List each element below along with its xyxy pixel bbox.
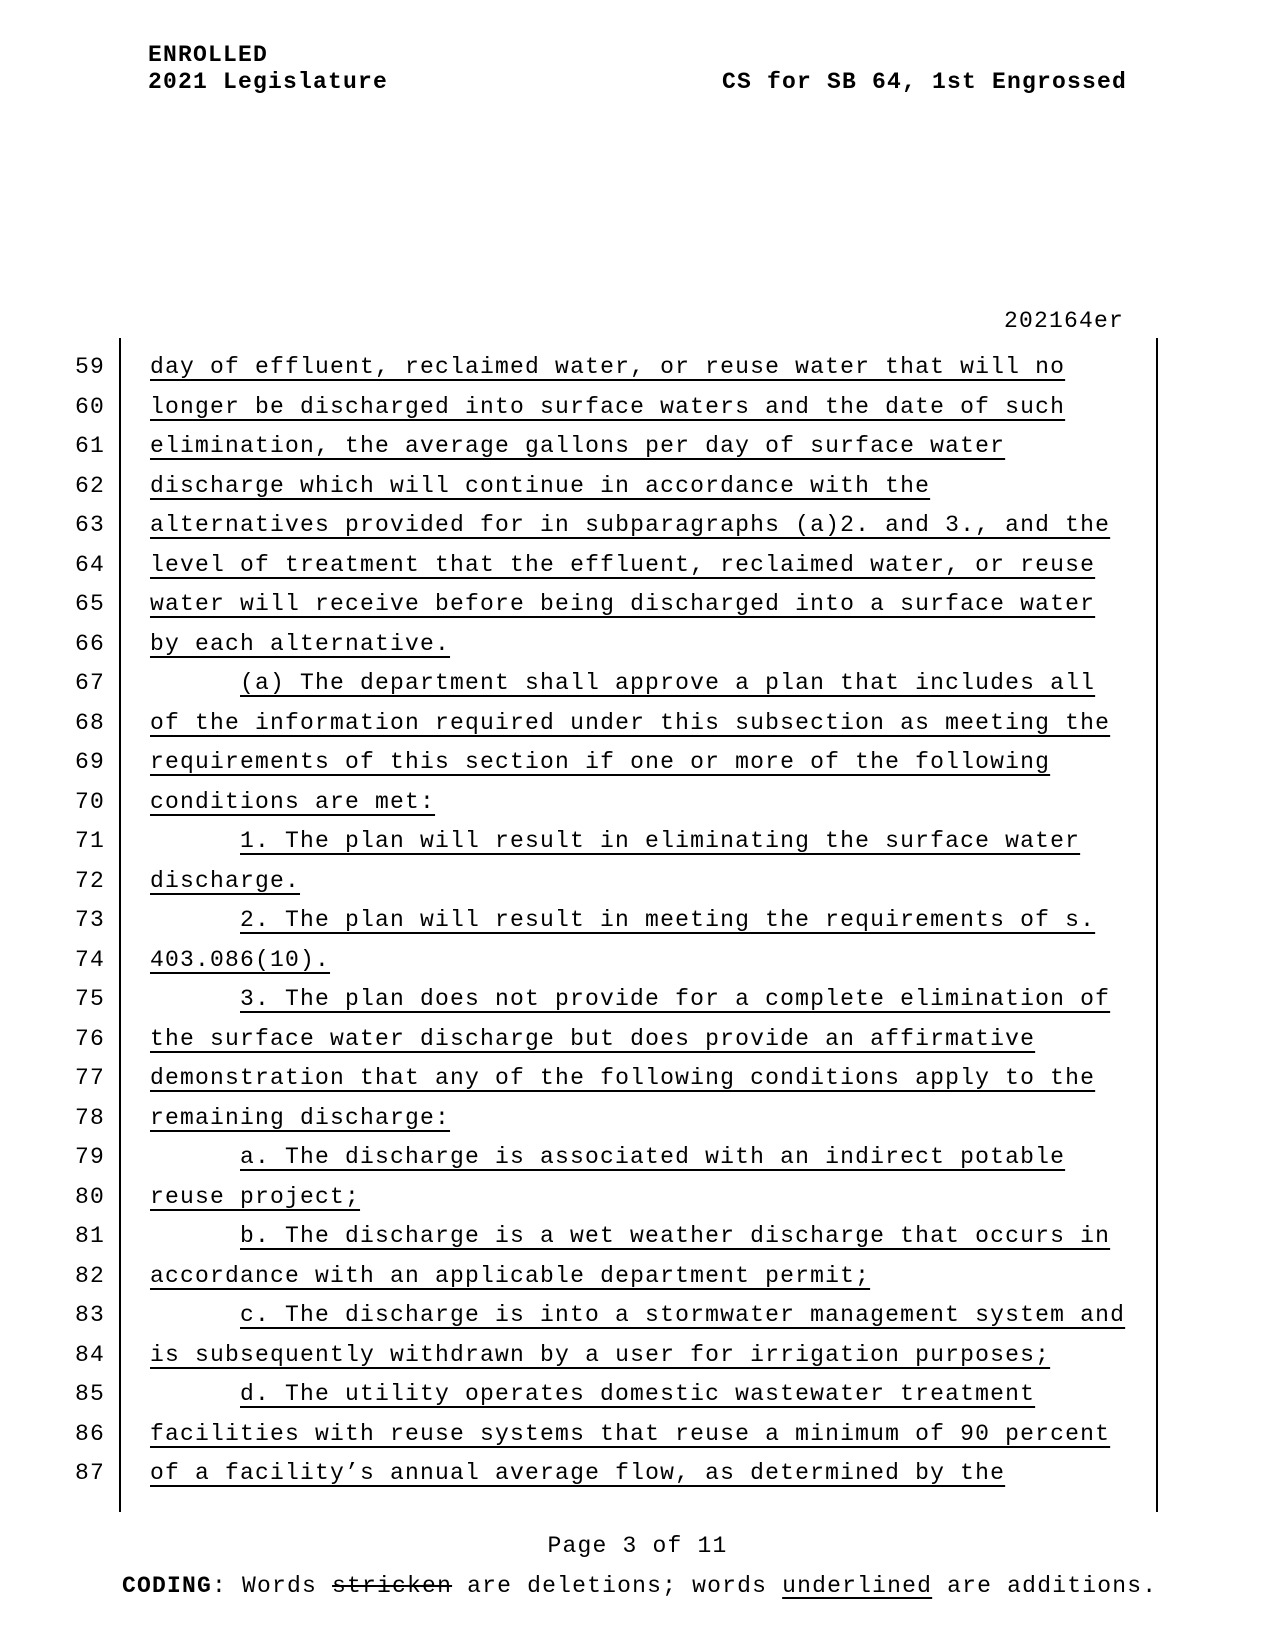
- line-number: 85: [75, 1381, 106, 1407]
- line-text: facilities with reuse systems that reuse a minimum of 90 percent: [150, 1420, 1111, 1447]
- coding-part-plain: are deletions; words: [452, 1573, 783, 1599]
- coding-part-underline: underlined: [782, 1573, 933, 1599]
- line-text: accordance with an applicable department permit;: [150, 1262, 871, 1289]
- line-text: discharge which will continue in accordance with the: [150, 472, 931, 499]
- line-number: 73: [75, 907, 106, 933]
- bill-line: [75, 980, 1140, 1020]
- bill-line: [75, 1178, 1140, 1218]
- text-margin-rule-right: [1156, 338, 1158, 1512]
- coding-note: [122, 1573, 1157, 1599]
- line-text: water will receive before being discharged into a surface water: [150, 591, 1096, 617]
- line-text: of a facility’s annual average flow, as determined by the: [150, 1460, 1006, 1486]
- bill-line: [75, 783, 1140, 823]
- line-number: 63: [75, 512, 106, 538]
- bill-line: [75, 1415, 1140, 1455]
- coding-part-plain: : Words: [212, 1573, 333, 1599]
- line-number: 62: [75, 472, 106, 499]
- line-text: 2. The plan will result in meeting the requirements of s.: [240, 907, 1096, 933]
- line-text: demonstration that any of the following conditions apply to the: [150, 1065, 1096, 1091]
- line-number: 77: [75, 1065, 106, 1091]
- bill-line: [75, 427, 1140, 467]
- line-number: 65: [75, 591, 106, 617]
- line-text: elimination, the average gallons per day of surface water: [150, 433, 1006, 459]
- line-number: 61: [75, 433, 106, 459]
- header-bill-label: CS for SB 64, 1st Engrossed: [721, 69, 1127, 95]
- bill-line: [75, 1336, 1140, 1376]
- line-number: 84: [75, 1341, 106, 1368]
- line-text: level of treatment that the effluent, reclaimed water, or reuse: [150, 551, 1096, 578]
- line-number: 86: [75, 1420, 106, 1447]
- bill-line: [75, 704, 1140, 744]
- bill-line: [75, 388, 1140, 428]
- line-number: 87: [75, 1460, 106, 1486]
- bill-line: [75, 941, 1140, 981]
- line-number: 75: [75, 986, 106, 1012]
- bill-line: [75, 546, 1140, 586]
- bill-line: [75, 585, 1140, 625]
- line-number: 78: [75, 1104, 106, 1131]
- line-number-rule-left: [119, 338, 121, 1512]
- page-number: Page 3 of 11: [547, 1533, 728, 1559]
- line-text: of the information required under this subsection as meeting the: [150, 709, 1111, 736]
- line-number: 67: [75, 670, 106, 696]
- line-text: a. The discharge is associated with an indirect potable: [240, 1144, 1066, 1170]
- line-text: 403.086(10).: [150, 946, 331, 973]
- bill-line: [75, 862, 1140, 902]
- line-text: longer be discharged into surface waters and the date of such: [150, 393, 1066, 420]
- line-number: 66: [75, 630, 106, 657]
- line-number: 80: [75, 1183, 106, 1210]
- bill-line: [75, 743, 1140, 783]
- line-number: 70: [75, 788, 106, 815]
- line-text: discharge.: [150, 867, 301, 894]
- line-number: 59: [75, 354, 106, 380]
- line-text: 1. The plan will result in eliminating the surface water: [240, 828, 1081, 854]
- line-text: by each alternative.: [150, 630, 451, 657]
- coding-part-strike: stricken: [332, 1573, 453, 1599]
- line-number: 72: [75, 867, 106, 894]
- line-text: (a) The department shall approve a plan that includes all: [240, 670, 1096, 696]
- line-text: d. The utility operates domestic wastewater treatment: [240, 1381, 1036, 1407]
- coding-part-bold: CODING: [122, 1573, 213, 1599]
- line-number: 82: [75, 1262, 106, 1289]
- line-text: requirements of this section if one or more of the following: [150, 749, 1051, 775]
- bill-line: [75, 664, 1140, 704]
- line-text: conditions are met:: [150, 788, 436, 815]
- line-number: 69: [75, 749, 106, 775]
- line-number: 68: [75, 709, 106, 736]
- line-text: reuse project;: [150, 1183, 361, 1210]
- bill-line: [75, 1296, 1140, 1336]
- line-number: 60: [75, 393, 106, 420]
- line-number: 74: [75, 946, 106, 973]
- coding-part-plain: are additions.: [932, 1573, 1158, 1599]
- header-status-label: ENROLLED: [148, 42, 269, 68]
- bill-line: [75, 1217, 1140, 1257]
- line-number: 83: [75, 1302, 106, 1328]
- bill-line: [75, 1375, 1140, 1415]
- line-text: c. The discharge is into a stormwater management system and: [240, 1302, 1126, 1328]
- bill-line: [75, 1257, 1140, 1297]
- header-session-label: 2021 Legislature: [148, 69, 389, 95]
- line-text: b. The discharge is a wet weather discharge that occurs in: [240, 1223, 1111, 1249]
- bill-line: [75, 506, 1140, 546]
- bill-line: [75, 1020, 1140, 1060]
- line-text: alternatives provided for in subparagraphs (a)2. and 3., and the: [150, 512, 1111, 538]
- bill-line: [75, 1099, 1140, 1139]
- bill-line: [75, 1059, 1140, 1099]
- line-number: 76: [75, 1025, 106, 1052]
- line-text: 3. The plan does not provide for a complete elimination of: [240, 986, 1111, 1012]
- line-text: remaining discharge:: [150, 1104, 451, 1131]
- line-number: 71: [75, 828, 106, 854]
- doc-number: 202164er: [1003, 308, 1124, 334]
- bill-line: [75, 901, 1140, 941]
- line-text: the surface water discharge but does provide an affirmative: [150, 1025, 1036, 1052]
- line-number: 64: [75, 551, 106, 578]
- bill-text-lines: [75, 348, 1140, 1494]
- line-text: is subsequently withdrawn by a user for irrigation purposes;: [150, 1341, 1051, 1368]
- bill-line: [75, 1138, 1140, 1178]
- bill-line: [75, 467, 1140, 507]
- line-number: 81: [75, 1223, 106, 1249]
- bill-line: [75, 822, 1140, 862]
- line-text: day of effluent, reclaimed water, or reuse water that will no: [150, 354, 1066, 380]
- bill-line: [75, 348, 1140, 388]
- bill-line: [75, 1454, 1140, 1494]
- bill-line: [75, 625, 1140, 665]
- line-number: 79: [75, 1144, 106, 1170]
